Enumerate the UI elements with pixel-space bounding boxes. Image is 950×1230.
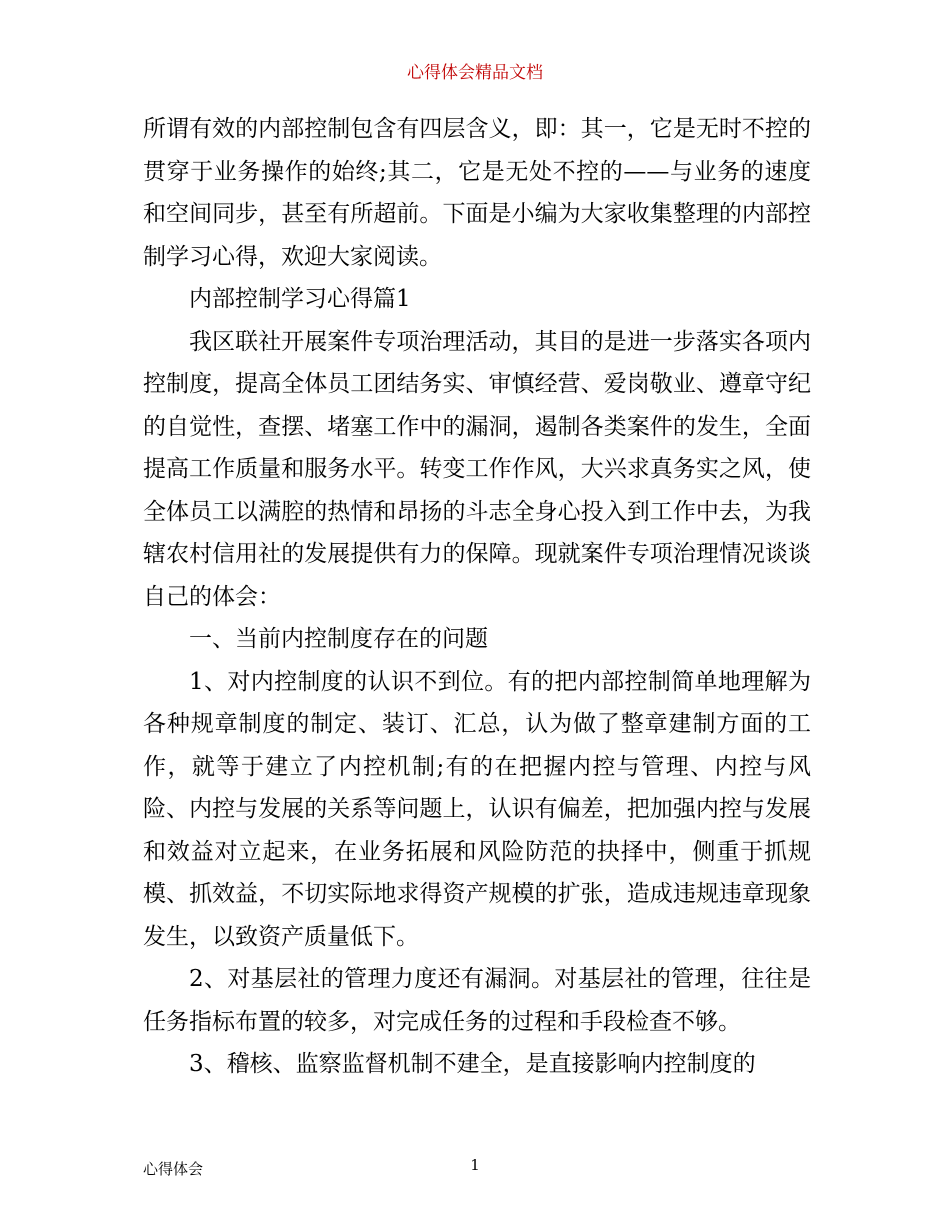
page-number: 1 xyxy=(470,1156,480,1174)
paragraph: 1、对内控制度的认识不到位。有的把内部控制简单地理解为各种规章制度的制定、装订、汇总，认为做了整章建制方面的工作，就等于建立了内控机制;有的在把握内控与管理、内控与风险、内控与发展的关系等问题上，认识有偏差，把加强内控与发展和效益对立起来，在业务拓展和风险防范的抉择中，侧重于抓规模、抓效益，不切实际地求得资产规模的扩张，造成违规违章现象发生，以致资产质量低下。 xyxy=(143,668,811,950)
document-body xyxy=(143,108,811,1086)
paragraph: 3、稽核、监察监督机制不建全，是直接影响内控制度的 xyxy=(189,1051,756,1077)
header-title: 心得体会精品文档 xyxy=(407,63,543,83)
subsection-heading: 一、当前内控制度存在的问题 xyxy=(189,626,488,652)
paragraph: 我区联社开展案件专项治理活动，其目的是进一步落实各项内控制度，提高全体员工团结务实、审慎经营、爱岗敬业、遵章守纪的自觉性，查摆、堵塞工作中的漏洞，遏制各类案件的发生，全面提高工作质量和服务水平。转变工作作风，大兴求真务实之风，使全体员工以满腔的热情和昂扬的斗志全身心投入到工作中去，为我辖农村信用社的发展提供有力的保障。现就案件专项治理情况谈谈自己的体会： xyxy=(143,328,811,610)
paragraph: 2、对基层社的管理力度还有漏洞。对基层社的管理，往往是任务指标布置的较多，对完成任务的过程和手段检查不够。 xyxy=(143,966,811,1035)
paragraph-intro: 所谓有效的内部控制包含有四层含义，即：其一，它是无时不控的贯穿于业务操作的始终;其二，它是无处不控的——与业务的速度和空间同步，甚至有所超前。下面是小编为大家收集整理的内部控制学习心得，欢迎大家阅读。 xyxy=(143,116,811,270)
footer-label: 心得体会 xyxy=(143,1160,204,1178)
section-heading: 内部控制学习心得篇1 xyxy=(189,286,411,312)
